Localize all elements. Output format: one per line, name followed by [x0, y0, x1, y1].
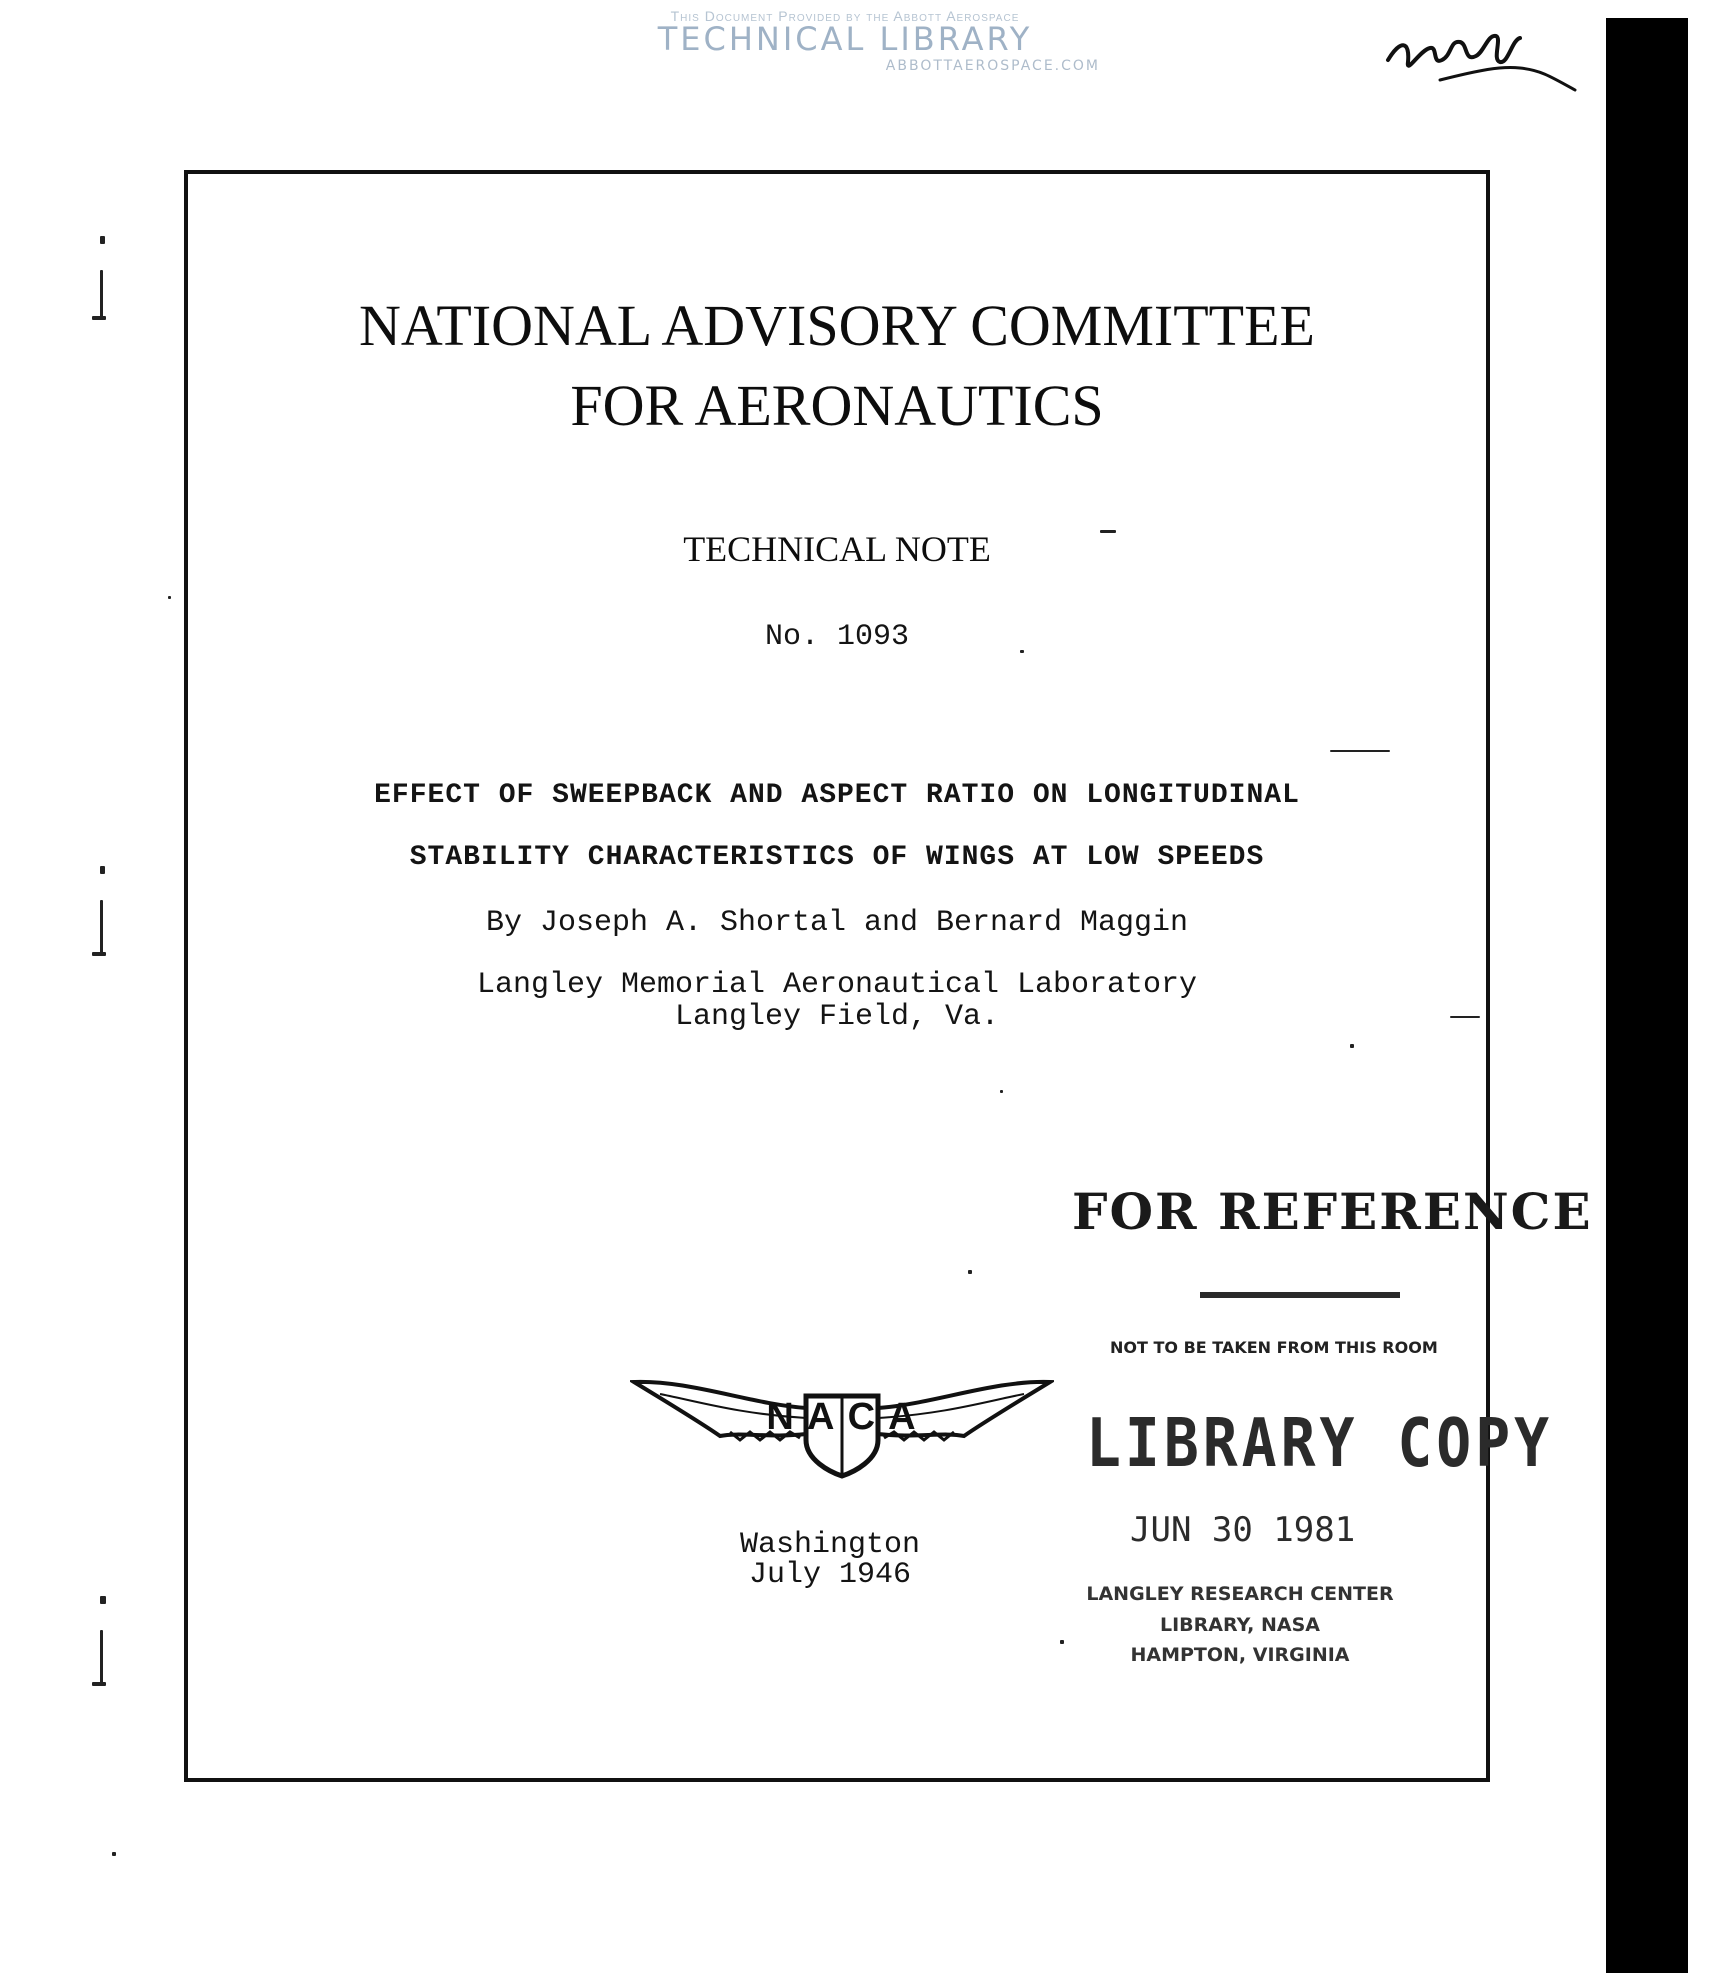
scan-speck: [1020, 650, 1024, 653]
scan-speck: [112, 1852, 116, 1856]
affiliation-line1: Langley Memorial Aeronautical Laboratory: [476, 968, 1198, 1002]
stamp-rule: [1200, 1292, 1400, 1298]
received-date-stamp: JUN 30 1981: [1130, 1510, 1356, 1550]
scan-speck: [1000, 1090, 1003, 1093]
scan-speck: [1450, 1016, 1480, 1018]
scan-speck: [1060, 1640, 1064, 1644]
naca-logo-lettering: N A C A: [766, 1396, 918, 1438]
authors: By Joseph A. Shortal and Bernard Maggin: [485, 906, 1189, 940]
stamp-center-line3: HAMPTON, VIRGINIA: [1130, 1644, 1350, 1666]
not-to-be-taken-stamp: NOT TO BE TAKEN FROM THIS ROOM: [1110, 1338, 1438, 1357]
affiliation-line2: Langley Field, Va.: [674, 1000, 1000, 1034]
binding-mark: [92, 952, 106, 956]
stamp-center-line2: LIBRARY, NASA: [1159, 1614, 1321, 1636]
binding-mark: [100, 270, 103, 320]
watermark-provided-by: This Document Provided by the Abbott Aerospace: [670, 8, 1020, 24]
binding-mark: [100, 1596, 106, 1604]
library-copy-stamp: LIBRARY COPY: [1086, 1404, 1554, 1483]
watermark-library-title: TECHNICAL LIBRARY: [657, 20, 1033, 58]
binding-mark: [100, 866, 105, 874]
org-name-line1: NATIONAL ADVISORY COMMITTEE: [359, 293, 1315, 358]
stamp-center-line1: LANGLEY RESEARCH CENTER: [1086, 1583, 1394, 1605]
title-line1: EFFECT OF SWEEPBACK AND ASPECT RATIO ON LONGITUDINAL: [374, 780, 1300, 811]
scan-speck: [1350, 1044, 1354, 1048]
handwritten-signature: [1380, 20, 1580, 100]
scan-speck: [168, 596, 171, 599]
binding-mark: [92, 316, 106, 320]
scan-edge-strip: [1606, 18, 1688, 1973]
document-type: TECHNICAL NOTE: [683, 529, 991, 569]
binding-mark: [100, 236, 105, 244]
binding-mark: [100, 1630, 103, 1686]
document-number: No. 1093: [764, 620, 910, 654]
publication-date: July 1946: [748, 1558, 912, 1592]
scan-speck: [1330, 750, 1390, 752]
publication-place: Washington: [739, 1528, 921, 1562]
scan-speck: [1100, 530, 1116, 533]
watermark-site: ABBOTTAEROSPACE.COM: [885, 58, 1100, 74]
title-line2: STABILITY CHARACTERISTICS OF WINGS AT LOW SPEEDS: [409, 842, 1265, 873]
binding-mark: [92, 1682, 106, 1686]
for-reference-stamp: FOR REFERENCE: [1072, 1182, 1593, 1241]
org-name-line2: FOR AERONAUTICS: [570, 373, 1104, 438]
scan-speck: [968, 1270, 972, 1274]
binding-mark: [100, 900, 103, 956]
